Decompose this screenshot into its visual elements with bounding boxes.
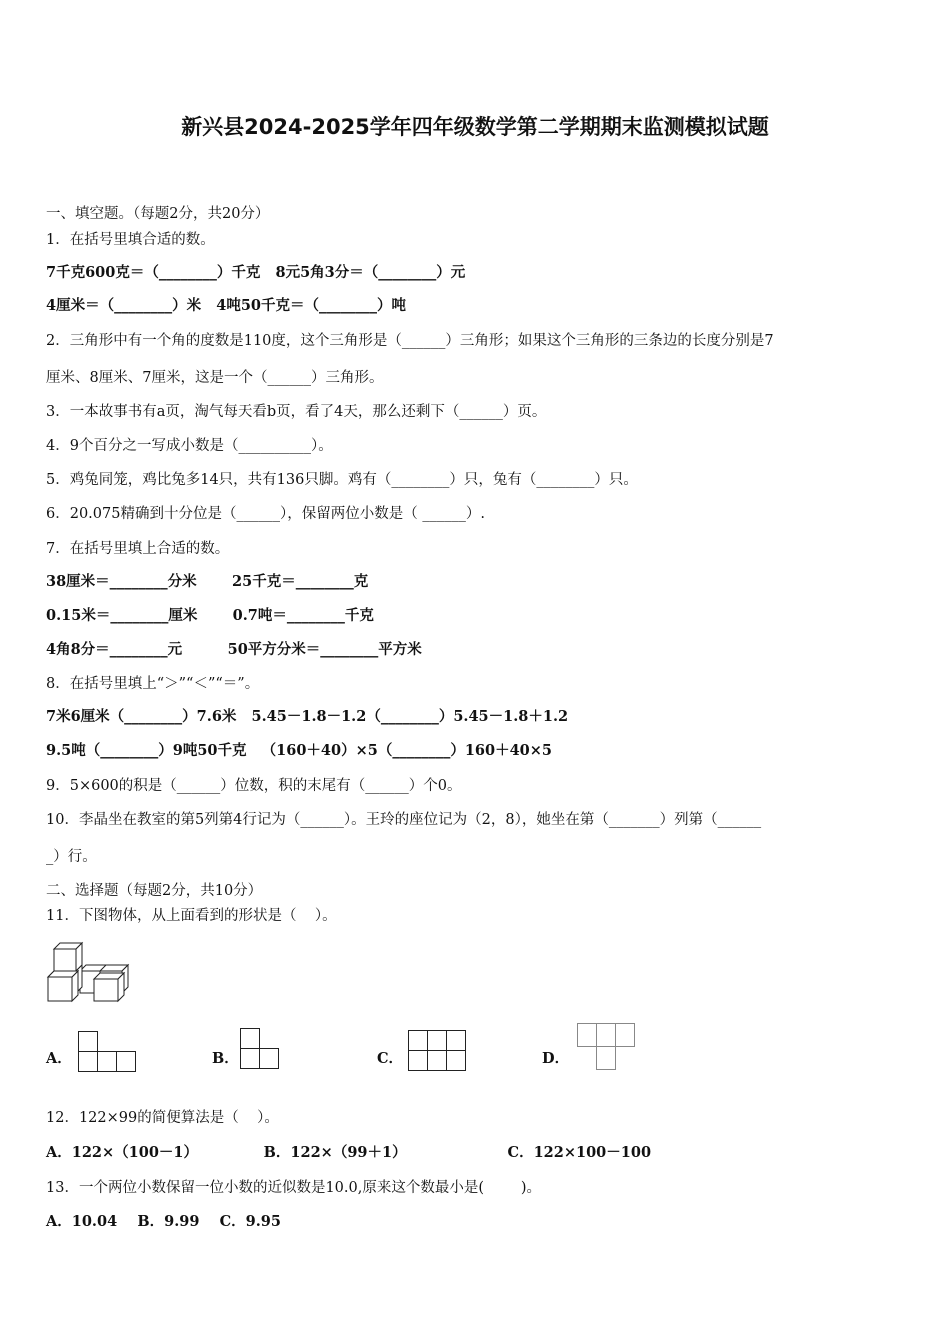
question-7-line-3: 4角8分＝________元 50平方分米＝________平方米 bbox=[46, 641, 422, 658]
question-7-line-2: 0.15米＝________厘米 0.7吨＝________千克 bbox=[46, 607, 374, 624]
question-11: 11．下图物体，从上面看到的形状是（ ）。 bbox=[46, 908, 337, 924]
question-7-line-1: 38厘米＝________分米 25千克＝________克 bbox=[46, 573, 369, 590]
question-5: 5．鸡兔同笼，鸡比兔多14只，共有136只脚。鸡有（________）只，兔有（________）只。 bbox=[46, 472, 638, 488]
question-4: 4．9个百分之一写成小数是（__________）。 bbox=[46, 438, 333, 454]
section-2-heading: 二、选择题（每题2分，共10分） bbox=[46, 883, 263, 899]
question-12: 12．122×99的简便算法是（ ）。 bbox=[46, 1110, 279, 1126]
page-title: 新兴县2024-2025学年四年级数学第二学期期末监测模拟试题 bbox=[181, 115, 769, 139]
question-8: 8．在括号里填上“＞”“＜”“＝”。 bbox=[46, 676, 260, 692]
option-d-label[interactable]: D． bbox=[542, 1050, 570, 1067]
question-8-line-2: 9.5吨（________）9吨50千克 （160＋40）×5（________）160＋40×5 bbox=[46, 742, 553, 759]
question-8-line-1: 7米6厘米（________）7.6米 5.45－1.8－1.2（________）5.45－1.8＋1.2 bbox=[46, 708, 569, 725]
question-2-cont: 厘米、8厘米、7厘米，这是一个（______）三角形。 bbox=[46, 370, 384, 386]
question-9: 9．5×600的积是（______）位数，积的末尾有（______）个0。 bbox=[46, 778, 462, 794]
question-1: 1．在括号里填合适的数。 bbox=[46, 232, 215, 248]
option-b-figure bbox=[240, 1028, 280, 1070]
section-1-heading: 一、填空题。（每题2分，共20分） bbox=[46, 206, 270, 222]
option-a-figure bbox=[78, 1031, 136, 1073]
question-13: 13．一个两位小数保留一位小数的近似数是10.0,原来这个数最小是( )。 bbox=[46, 1180, 542, 1196]
option-c-label[interactable]: C． bbox=[377, 1050, 404, 1067]
question-10: 10．李晶坐在教室的第5列第4行记为（______）。王玲的座位记为（2，8），她坐在第（_______）列第（______ bbox=[46, 812, 762, 828]
question-6: 6．20.075精确到十分位是（______），保留两位小数是（ ______）. bbox=[46, 506, 485, 522]
option-a-label[interactable]: A． bbox=[46, 1050, 72, 1067]
question-13-options: A．10.04 B．9.99 C．9.95 bbox=[46, 1213, 281, 1230]
question-10-cont: _）行。 bbox=[46, 849, 97, 865]
option-c-figure bbox=[408, 1030, 466, 1072]
cube-stack-figure bbox=[46, 941, 132, 1003]
question-12-options: A．122×（100－1） B．122×（99＋1） C．122×100－100 bbox=[46, 1144, 652, 1161]
question-1-line-2: 4厘米＝（________）米 4吨50千克＝（________）吨 bbox=[46, 297, 406, 314]
question-2: 2．三角形中有一个角的度数是110度，这个三角形是（______）三角形；如果这个三角形的三条边的长度分别是7 bbox=[46, 333, 774, 349]
question-3: 3．一本故事书有a页，淘气每天看b页，看了4天，那么还剩下（______）页。 bbox=[46, 404, 547, 420]
option-d-figure bbox=[577, 1023, 635, 1071]
question-7: 7．在括号里填上合适的数。 bbox=[46, 541, 230, 557]
option-b-label[interactable]: B． bbox=[212, 1050, 239, 1067]
question-1-line-1: 7千克600克＝（________）千克 8元5角3分＝（________）元 bbox=[46, 264, 466, 281]
